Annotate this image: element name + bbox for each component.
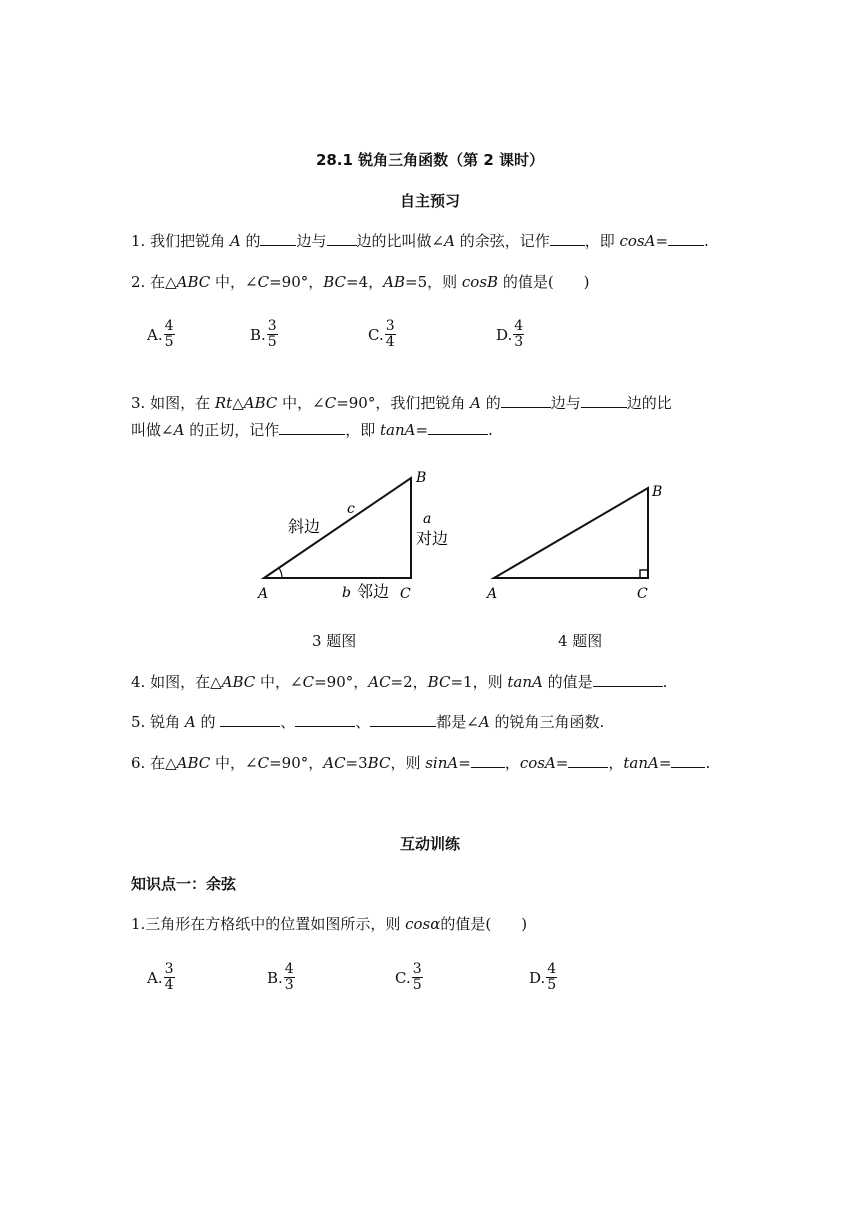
answer-blank[interactable] [260,231,296,246]
answer-blank[interactable] [428,420,488,435]
answer-blank[interactable] [327,231,357,246]
side-b-label: b [342,585,351,601]
right-angle-mark [640,570,648,578]
answer-blank[interactable] [370,712,436,727]
option-d[interactable]: D. $\frac{4}{5}$ [529,961,557,993]
answer-blank[interactable] [295,712,355,727]
question-6: 6. 在△ABC 中，∠C=90°，AC=3BC，则 sinA= ，cosA= ，tanA= . [131,754,711,772]
question-3-line-2: 叫做∠A 的正切，记作 ，即 tanA= . [131,421,493,439]
answer-blank[interactable] [501,393,551,408]
question-3-line-1: 3. 如图，在 Rt△ABC 中，∠C=90°，我们把锐角 A 的 边与 边的比 [131,394,672,412]
answer-blank[interactable] [593,672,663,687]
answer-blank[interactable] [568,753,608,768]
adjacent-side-label: 邻边 [357,582,390,601]
answer-blank[interactable] [471,753,505,768]
figure-4-caption: 4 题图 [558,632,603,650]
question-5: 5. 锐角 A 的 、 、 都是∠A 的锐角三角函数. [131,713,605,731]
vertex-a-label: A [487,586,498,602]
vertex-b-label: B [652,484,663,500]
vertex-b-label: B [416,470,427,486]
answer-blank[interactable] [668,231,704,246]
side-a-label: a [423,511,432,527]
vertex-c-label: C [637,586,648,602]
option-c[interactable]: C. $\frac{3}{5}$ [395,961,422,993]
vertex-a-label: A [258,586,269,602]
triangle-abc [264,478,411,578]
page-title: 28.1 锐角三角函数（第 2 课时） [315,151,545,169]
side-c-label: c [347,501,355,517]
figure-4-triangle [480,476,690,606]
option-c[interactable]: C. $\frac{3}{4}$ [368,318,395,350]
option-a[interactable]: A. $\frac{4}{5}$ [147,318,174,350]
section-heading-interactive: 互动训练 [399,835,460,853]
answer-blank[interactable] [581,393,627,408]
hypotenuse-label: 斜边 [288,517,321,536]
opposite-side-label: 对边 [416,529,449,548]
question-1: 1. 我们把锐角 A 的 边与 边的比叫做∠A 的余弦，记作 ，即 cosA= . [131,232,709,250]
figure-3-triangle [250,466,470,606]
answer-blank[interactable] [550,231,585,246]
knowledge-point-heading: 知识点一：余弦 [131,875,237,893]
answer-blank[interactable] [671,753,705,768]
angle-a-arc [279,568,282,578]
vertex-c-label: C [400,586,411,602]
option-a[interactable]: A. $\frac{3}{4}$ [147,961,174,993]
section-heading-preview: 自主预习 [399,192,460,210]
answer-blank[interactable] [220,712,280,727]
answer-blank[interactable] [279,420,345,435]
option-d[interactable]: D. $\frac{4}{3}$ [496,318,524,350]
option-b[interactable]: B. $\frac{4}{3}$ [267,961,294,993]
option-b[interactable]: B. $\frac{3}{5}$ [250,318,277,350]
triangle-abc [494,488,648,578]
question-2: 2. 在△ABC 中，∠C=90°，BC=4，AB=5，则 cosB 的值是( ) [131,273,590,291]
figure-3-caption: 3 题图 [312,632,357,650]
training-question-1: 1.三角形在方格纸中的位置如图所示，则 cosα的值是( ) [131,915,528,933]
question-4: 4. 如图，在△ABC 中，∠C=90°，AC=2，BC=1，则 tanA 的值是 . [131,673,668,691]
